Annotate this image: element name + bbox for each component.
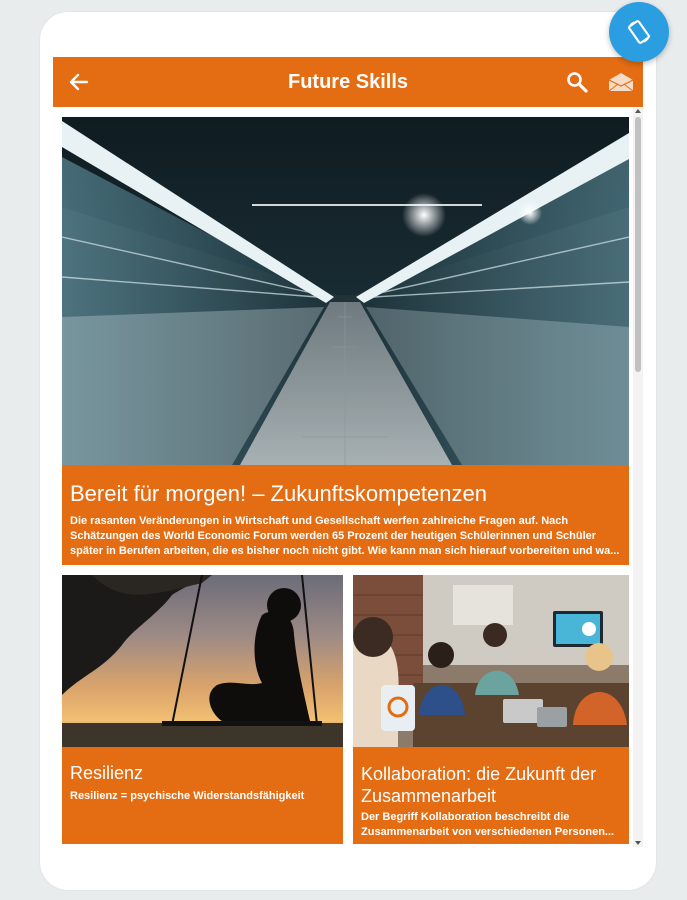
card-image-team-meeting [353,575,629,747]
app-screen [53,57,643,847]
card-resilienz[interactable] [62,575,343,844]
card-kollaboration[interactable] [353,575,629,844]
card-title: Resilienz [70,763,144,783]
card-description: Resilienz = psychische Widerstandsfähigkeit [70,790,305,802]
card-description: Die rasanten Veränderungen in Wirtschaft und Gesellschaft werfen zahlreiche Fragen auf. Nach Schätzungen des World Economic Forum werden 65 Prozent der heutigen Schülerinnen und Schüler später in Berufen arbeiten, die es bisher noch nicht gibt. Wie kann man sich hierauf vorbereiten und wa... [70,515,620,557]
card-image-escalator [62,117,629,465]
card-image-silhouette-swing [62,575,343,747]
search-icon[interactable] [565,70,589,94]
card-title: Bereit für morgen! – Zukunftskompetenzen [70,481,487,506]
screen-rotation-icon [625,18,653,46]
card-title: Kollaboration: die Zukunft der Zusammenarbeit [361,764,597,806]
scroll-up-arrow-icon[interactable] [635,109,641,113]
card-description: Der Begriff Kollaboration beschreibt die Zusammenarbeit von verschiedenen Personen... [361,811,615,838]
app-bar [53,57,643,107]
scrollbar-thumb[interactable] [635,117,641,372]
scroll-down-arrow-icon[interactable] [635,841,641,845]
mail-open-icon[interactable] [608,72,634,92]
scrollbar[interactable] [633,107,643,847]
rotate-screen-button[interactable] [609,2,669,62]
card-zukunftskompetenzen[interactable] [62,117,629,565]
page-title: Future Skills [287,71,409,93]
